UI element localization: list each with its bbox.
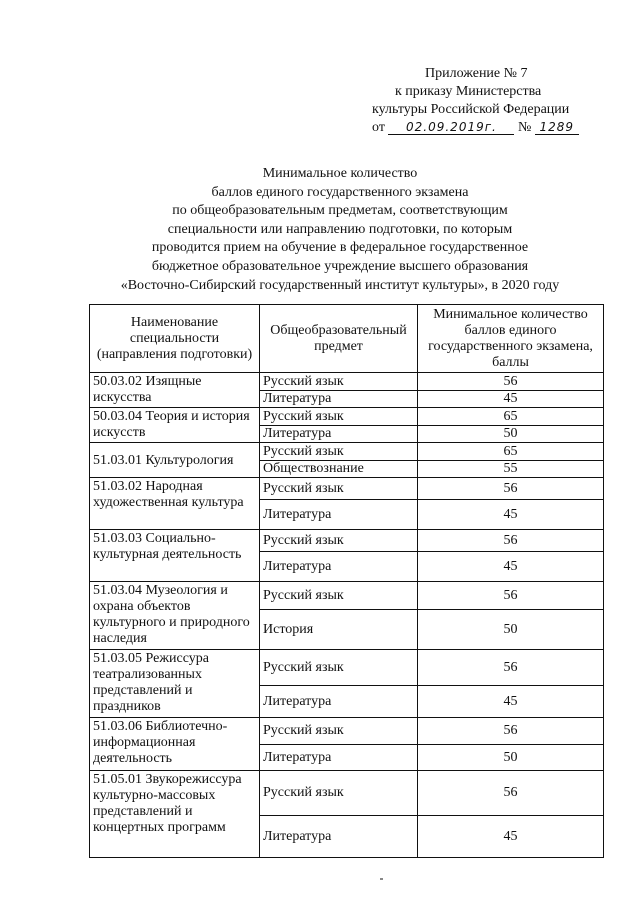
subject-cell: Литература [260, 745, 418, 771]
title-line: бюджетное образовательное учреждение высшего образования [151, 258, 529, 274]
score-cell: 50 [418, 745, 604, 771]
title-line: «Восточно-Сибирский государственный институт культуры», в 2020 году [120, 277, 560, 293]
score-cell: 45 [418, 391, 604, 408]
table-row [90, 771, 604, 816]
subject-cell: Русский язык [260, 478, 418, 500]
header-specialty: Наименование специальности (направления подготовки) [90, 305, 260, 373]
score-cell: 56 [418, 650, 604, 686]
score-cell: 56 [418, 718, 604, 745]
specialty-cell: 51.05.01 Звукорежиссура культурно-массовых представлений и концертных программ [90, 771, 260, 858]
score-cell: 65 [418, 408, 604, 426]
subject-cell: Русский язык [260, 718, 418, 745]
table-row [90, 530, 604, 552]
subject-cell: Русский язык [260, 408, 418, 426]
table-header-row [90, 305, 604, 373]
subject-cell: Литература [260, 391, 418, 408]
table-row [90, 408, 604, 426]
subject-cell: Литература [260, 686, 418, 718]
score-cell: 56 [418, 530, 604, 552]
score-cell: 45 [418, 816, 604, 858]
title-line: Минимальное количество [262, 166, 418, 181]
scan-mark [380, 878, 383, 880]
table-row [90, 650, 604, 686]
score-cell: 45 [418, 500, 604, 530]
appendix-block [0, 0, 640, 140]
order-number: 1289 [535, 120, 579, 135]
specialty-cell: 50.03.02 Изящные искусства [90, 373, 260, 408]
score-cell: 56 [418, 373, 604, 391]
table-row [90, 373, 604, 391]
from-label: от [372, 120, 385, 135]
score-cell: 56 [418, 478, 604, 500]
score-cell: 56 [418, 771, 604, 816]
subject-cell: История [260, 610, 418, 650]
specialty-cell: 51.03.03 Социально-культурная деятельность [90, 530, 260, 582]
table-row [90, 478, 604, 500]
subject-cell: Русский язык [260, 650, 418, 686]
score-cell: 45 [418, 552, 604, 582]
title-line: проводится прием на обучение в федеральное государственное [151, 240, 529, 256]
table-row [90, 718, 604, 745]
subject-cell: Литература [260, 426, 418, 443]
subject-cell: Обществознание [260, 461, 418, 478]
subject-cell: Русский язык [260, 530, 418, 552]
specialty-cell: 51.03.06 Библиотечно-информационная деятельность [90, 718, 260, 771]
order-date: 02.09.2019г. [388, 120, 514, 135]
specialty-cell: 50.03.04 Теория и история искусств [90, 408, 260, 443]
header-subject: Общеобразовательный предмет [260, 305, 418, 373]
appendix-date-line [372, 119, 579, 136]
table-row [90, 443, 604, 461]
subject-cell: Русский язык [260, 373, 418, 391]
subject-cell: Литература [260, 816, 418, 858]
subject-cell: Русский язык [260, 582, 418, 610]
table-row [90, 582, 604, 610]
specialty-cell: 51.03.01 Культурология [90, 443, 260, 478]
specialty-cell: 51.03.05 Режиссура театрализованных представлений и праздников [90, 650, 260, 718]
score-cell: 45 [418, 686, 604, 718]
title-line: по общеобразовательным предметам, соответствующим [172, 203, 508, 219]
subject-cell: Русский язык [260, 771, 418, 816]
score-cell: 50 [418, 426, 604, 443]
appendix-ministry: культуры Российской Федерации [372, 102, 570, 117]
subject-cell: Литература [260, 500, 418, 530]
appendix-number: Приложение № 7 [425, 66, 528, 81]
scores-table [89, 304, 604, 858]
appendix-order-ref: к приказу Министерства [395, 84, 542, 99]
score-cell: 56 [418, 582, 604, 610]
score-cell: 55 [418, 461, 604, 478]
subject-cell: Литература [260, 552, 418, 582]
score-cell: 65 [418, 443, 604, 461]
title-line: специальности или направлению подготовки, по которым [167, 221, 513, 237]
document-title [60, 165, 620, 295]
number-label: № [517, 120, 532, 135]
subject-cell: Русский язык [260, 443, 418, 461]
title-line: баллов единого государственного экзамена [211, 184, 469, 200]
score-cell: 50 [418, 610, 604, 650]
specialty-cell: 51.03.02 Народная художественная культура [90, 478, 260, 530]
specialty-cell: 51.03.04 Музеология и охрана объектов культурного и природного наследия [90, 582, 260, 650]
header-min-score: Минимальное количество баллов единого государственного экзамена, баллы [418, 305, 604, 373]
